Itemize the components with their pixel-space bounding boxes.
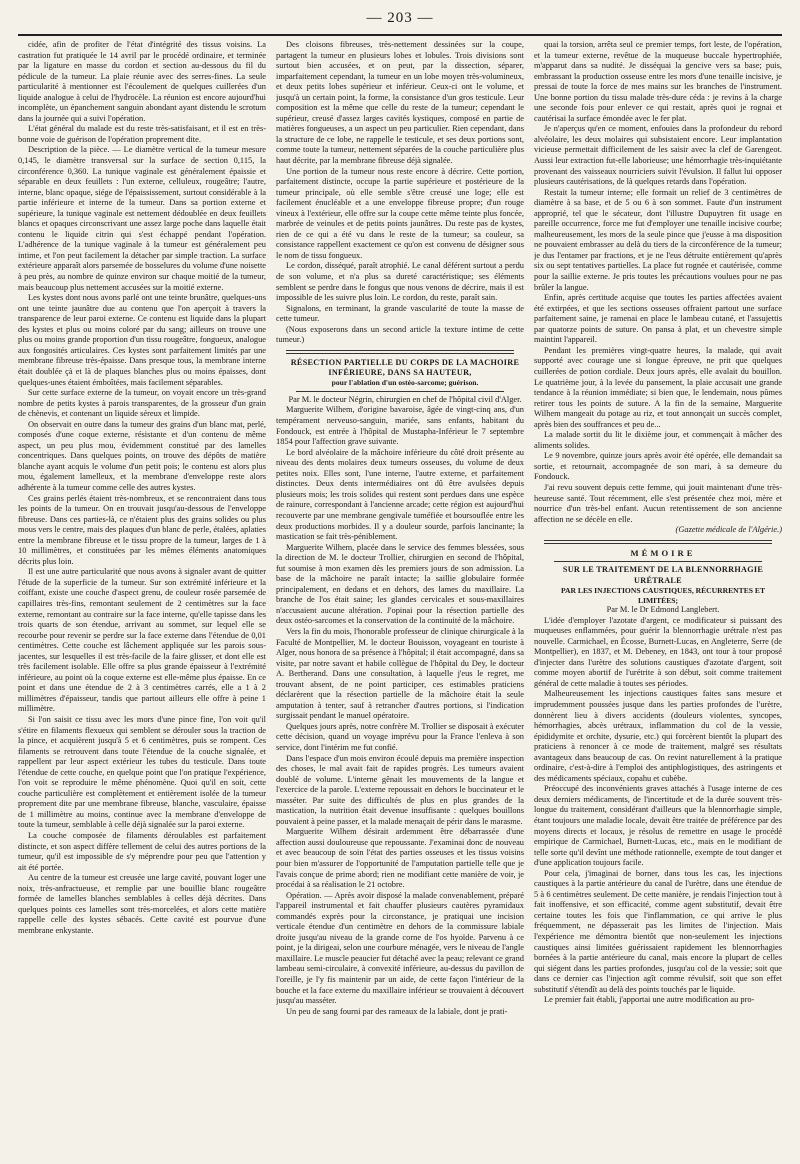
column-2 bbox=[276, 40, 524, 1164]
article-source: (Gazette médicale de l'Algérie.) bbox=[675, 525, 782, 535]
paragraph: Les kystes dont nous avons parlé ont une teinte brunâtre, quelques-uns ont une teinte jaunâtre due au contenu que l'on aperçoit à travers la transparence de leur paroi externe. Ce contenu est liquide dans la plupart des kystes et plus ou moins coloré par du sang; ailleurs on trouve une plus ou moins grande proportion d'un tissu rougeâtre, fongueux, analogue aux fongosités articulaires. Ces kystes sont parfaitement limités par une membrane fibreuse très-épaisse. Dans presque tous, la membrane interne était doublée çà et là de plaques blanches plus ou moins épaisses, dont quelques-unes étaient émboîtées, mais facilement séparables. bbox=[18, 293, 266, 387]
col2-continuation bbox=[276, 40, 524, 346]
paragraph: Opération. — Après avoir disposé la malade convenablement, préparé l'appareil instrumental et fait chauffer plusieurs cautères pyramidaux commandés exprès pour la circonstance, je pratiquai une incision verticale étendue d'un centimètre en dehors de la commissure labiale droite jusqu'au niveau de la grande corne de l'os hyoïde. Parvenu à ce point, je la dirigeai, selon une courbure ménagée, vers le niveau de l'angle maxillaire. Le muscle peaucier fut détaché avec la peau; relevant ce grand lambeau semi-circulaire, à convexité inférieure, au-dessus du pavillon de l'oreille, je l'y fis maintenir par un aide, de cette façon l'intérieur de la bouche et la face externe du maxillaire inférieur se trouvaient à découvert jusqu'au masséter. bbox=[276, 890, 524, 1006]
article-title: RÉSECTION PARTIELLE DU CORPS DE LA MACHOIRE INFÉRIEURE, DANS SA HAUTEUR, bbox=[290, 357, 520, 378]
article-subtitle: pour l'ablation d'un ostéo-sarcome; guérison. bbox=[331, 378, 479, 388]
column-3 bbox=[534, 40, 782, 1164]
column-1 bbox=[18, 40, 266, 1164]
memoire-heading: SUR LE TRAITEMENT DE LA BLENNORRHAGIE URÉTRALE bbox=[562, 565, 764, 585]
paragraph: cidée, afin de profiter de l'état d'intégrité des tissus voisins. La castration fut pratiquée le 14 avril par le procédé ordinaire, et terminée par la ligature en masse du cordon et section au-dessous du fil du pédicule de la tumeur. La plaie réunie avec des serres-fines. La seule particularité à mentionner est l'écoulement de quelques cuillerées d'un liquide analogue à celui de l'hydrocèle. La réunion est encore aujourd'hui incomplète, un épanchement sanguin abondant ayant distendu le scrotum dans la journée qui a suivi l'opération. bbox=[18, 40, 266, 123]
paragraph: La couche composée de filaments déroulables est parfaitement distincte, et son aspect diffère tellement de celui des autres portions de la tumeur, qu'il est impossible de s'y méprendre pour peu que l'attention y ait été portée. bbox=[18, 831, 266, 872]
page-number: — 203 — bbox=[366, 10, 434, 26]
paragraph: Signalons, en terminant, la grande vascularité de toute la masse de cette tumeur. bbox=[276, 303, 524, 324]
paragraph: quai la torsion, arrêta seul ce premier temps, fort leste, de l'opération, et la tumeur externe, revêtue de la muqueuse buccale hypertrophiée, m'apparut dans sa nudité. Je disséquai la gencive vers sa base; puis, embrassant la production osseuse entre les mors d'une tenaille incisive, je pressai de toute la force de mes mains sur les branches de l'instrument. Une bonne portion du tissu malade très-dure céda : je revins à la charge une seconde fois pour enlever ce qui restait, après quoi je rognai et cautérisai la surface émondée avec le fer plat. bbox=[534, 40, 782, 123]
paragraph: Restait la tumeur interne; elle formait un relief de 3 centimètres de diamètre à sa base, et de 5 ou 6 à son sommet. Faute d'un instrument approprié, tel que le sécateur, dont l'illustre Dupuytren fit usage en pareille occurrence, force me fut d'employer une tenaille incisive courbe; malheureusement, les mors de la seule pince que j'eusse à ma disposition ne pouvaient embrasser au delà du tiers de la circonférence de la tumeur; je dus l'entamer par fractions, et je ne l'eus détruite entièrement qu'après six ou sept tentatives partielles. La place fut rognée et cautérisée, comme pour la saillie externe. Je pris toutes les précautions voulues pour ne pas brûler la langue. bbox=[534, 187, 782, 292]
paragraph: L'idée d'employer l'azotate d'argent, ce modificateur si puissant des muqueuses enflammées, pour guérir la blennorrhagie urétrale n'est pas nouvelle. Carmichael, en Écosse, Burnett-Lucas, en Angleterre, Serre (de Montpellier), en 1837, et M. Debeney, en 1843, ont tour à tour proposé d'injecter dans l'urètre des solutions caustiques d'azotate d'argent, soit comme moyen abortif de l'urétrite à son début, soit comme traitement général de cette maladie à toutes ses périodes. bbox=[534, 615, 782, 688]
paragraph: Enfin, après certitude acquise que toutes les parties affectées avaient été extirpées, et que les sections osseuses offraient partout une surface parfaitement saine, je ramenai en place le lambeau cutané, et l'assujettis par quatorze points de suture. On pansa à plat, et un chevestre simple maintint l'appareil. bbox=[534, 293, 782, 345]
memoire-title: MÉMOIRE bbox=[630, 547, 696, 558]
article-title-rule bbox=[296, 391, 504, 392]
header-rule bbox=[18, 34, 782, 36]
paragraph: Un peu de sang fourni par des rameaux de la labiale, dont je prati- bbox=[286, 1006, 508, 1016]
paragraph: Marguerite Wilhem désirait ardemment être débarrassée d'une affection aussi douloureuse que repoussante. J'examinai donc de nouveau et avec beaucoup de soin l'état des parties osseuses et les tissus voisins pour bien m'assurer de l'opportunité de l'amputation partielle telle que je l'avais conçue de prime abord; rien ne modifiant cette manière de voir, je procédai à sa réalisation le 21 octobre. bbox=[276, 827, 524, 890]
memoire-body bbox=[534, 616, 782, 1006]
section-divider bbox=[286, 350, 514, 354]
paragraph: Pendant les premières vingt-quatre heures, la malade, qui avait supporté avec courage une si longue épreuve, ne prit que quelques cuillerées de potion cordiale. Deux jours après, elle avalait du bouillon. Le quatrième jour, à la levée du pansement, la plaie accusait une grande tendance à la réunion immédiate; si bien que, le lendemain, nous pûmes retirer tous les points de suture. A la fin de la semaine, Marguerite Wilhem mangeait du potage au riz, et tout annonçait un succès complet, après bien des souffrances et peu de... bbox=[534, 345, 782, 429]
memoire-rule bbox=[554, 561, 762, 562]
paragraph: Malheureusement les injections caustiques faites sans mesure et imprudemment poussées jusque dans les parties profondes de l'urètre, donnèrent lieu à divers accidents (douleurs violentes, syncopes, hémorrhagies, abcès urétraux, inflammation du col de la vessie, épididymite et orchite, dysurie, etc.) qui forcèrent bientôt la plupart des praticiens à renoncer à ce mode de traitement, malgré ses résultats avantageux dans beaucoup de cas. On revint naturellement à la pratique ordinaire, c'est-à-dire à l'emploi des antiphlogistiques, des astringents et des médicaments spéciaux, copahu et cubèbe. bbox=[534, 689, 782, 783]
paragraph: Si l'on saisit ce tissu avec les mors d'une pince fine, l'on voit qu'il s'étire en filaments flexueux qui semblent se dérouler sous la traction de la pince, et acquièrent jusqu'à 5 et 6 centimètres, puis se rompent. Ces filaments se retrouvent dans toute l'étendue de la couche signalée, et rappellent par leur aspect extérieur les tubes du testicule. Dans toute l'étendue de cette couche, en quelque point que l'on pratique l'expérience, l'on voit se reproduire le même phénomène. Quoi qu'il en soit, cette couche particulière est complètement et entièrement isolée de la tumeur proprement dite par une membrane fibreuse, blanche, vasculaire, épaisse de 1 millimètre au moins, continue avec la membrane d'enveloppe de toute la tumeur, semblable à celle déjà signalée sur la paroi externe. bbox=[18, 715, 266, 830]
paragraph: Sur cette surface externe de la tumeur, on voyait encore un très-grand nombre de petits kystes à parois transparentes, de la grosseur d'un grain de chènevis, et contenant un liquide séreux et limpide. bbox=[18, 388, 266, 419]
article-author: Par M. le docteur Négrin, chirurgien en chef de l'hôpital civil d'Alger. bbox=[288, 394, 522, 404]
col3-continuation bbox=[534, 40, 782, 525]
section-divider-2 bbox=[544, 540, 772, 544]
memoire-subheading: PAR LES INJECTIONS CAUSTIQUES, RÉCURRENTES ET LIMITÉES; bbox=[560, 586, 766, 605]
paragraph: Le premier fait établi, j'apportai une autre modification au pro- bbox=[544, 995, 755, 1005]
memoire-author: Par M. le Dr Edmond Langlebert. bbox=[606, 605, 720, 615]
paragraph: Le 9 novembre, quinze jours après avoir été opérée, elle demandait sa sortie, et retournait, accompagnée de son mari, à sa demeure du Fondouck. bbox=[534, 451, 782, 482]
paragraph: Ces grains perlés étaient très-nombreux, et se rencontraient dans tous les points de la tumeur. On en trouvait jusqu'au-dessous de l'enveloppe fibreuse. Dans ces parties-là, ce n'étaient plus des grains solides ou plus mous vers le centre, mais des plaques d'un blanc de perle, étalées, aplaties entre la membrane fibreuse et le tissu propre de la tumeur, larges de 1 à 10 millimètres, et constituées par les mêmes éléments anatomiques décrits plus loin. bbox=[18, 493, 266, 566]
paragraph: Marguerite Wilhem, placée dans le service des femmes blessées, sous la direction de M. le docteur Trollier, chirurgien en second de l'hôpital, fut soumise à mon examen dès les premiers jours de son admission. La base de la mâchoire ne paraît intacte; la saillie globulaire formée principalement, en dedans et en dehors, des lames du maxillaire. La branche de l'os était saine; les glandes cervicales et sous-maxillaires n'accusaient aucune altération. J'opinai pour la résection partielle des deux ostéo-sarcomes et la conservation de la continuité de la mâchoire. bbox=[276, 542, 524, 626]
paragraph: Il est une autre particularité que nous avons à signaler avant de quitter l'étude de la superficie de la tumeur. Sur son extrémité inférieure et la coiffant, existe une couche d'aspect grenu, de couleur rosée parsemée de capillaires très-fins, remontant seulement de 2 centimètres sur la face externe, remontant au contraire sur la face interne, qu'elle tapisse dans les trois quarts de son étendue, arrivant au sommet, sur lequel elle se recourbe pour revenir se perdre sur la face externe dans l'étendue de 0,01 centimètres. Cette couche est lâchement appliquée sur les parois sous-jacentes, sur lesquelles il est très-facile de la faire glisser, et dont elle est très facilement isolable. Elle offre sa plus grande épaisseur à l'extrémité inférieure, au point où la coque externe est elle-même plus épaisse. En ce point et dans une étendue de 2 à 3 centimètres carrés, elle a 1 à 2 millimètres d'épaisseur, tandis que partout ailleurs elle offre à peine 1 millimètre. bbox=[18, 567, 266, 714]
paragraph: Pour cela, j'imaginai de borner, dans tous les cas, les injections caustiques à la partie antérieure du canal de l'urètre, dans une étendue de 5 à 6 centimètres seulement. De cette manière, je rendais l'injection tout à fait inoffensive, et son efficacité, comme agent substitutif, devait être certaine toutes les fois que l'inflammation, ce qui arrive le plus fréquemment, ne dépasserait pas les limites de l'injection. Mais l'expérience me démontra bientôt que non-seulement les injections caustiques ainsi limitées guérissaient rapidement les blennorrhagies bornées à la partie antérieure du canal, mais encore la plupart de celles qui siégent dans les parties profondes, jusqu'au col de la vessie; soit que dans ce dernier cas l'injection agît comme révulsif, soit que son effet substitutif s'étendît au delà des points touchés par le liquide. bbox=[534, 868, 782, 994]
paragraph: Au centre de la tumeur est creusée une large cavité, pouvant loger une noix, très-anfractueuse, et remplie par une bouillie blanc rougeâtre formée de lamelles blanches semblables à celles déjà décrites. Dans quelques points ces lamelles sont très-morcelées, et alors cette matière rappelle celle des kystes sébacés. Cette cavité est pourvue d'une membrane enkystante. bbox=[18, 873, 266, 935]
article-body bbox=[276, 405, 524, 1017]
paragraph: On observait en outre dans la tumeur des grains d'un blanc mat, perlé, composés d'une coque externe, résistante et d'un contenu de même aspect, un peu plus mou, évidemment constitué par des lamelles concentriques. Dans quelques points, on trouve des dépôts de matière blanche ayant acquis le volume d'un petit pois; le contenu est alors plus mou, également lamelleux, et la membrane d'enveloppe reste alors adhérente à la tumeur comme celle des autres kystes. bbox=[18, 419, 266, 492]
paragraph: J'ai revu souvent depuis cette femme, qui jouit maintenant d'une très-heureuse santé. Tout récemment, elle s'est présentée chez moi, mère et nourrice d'un très-bel enfant. Aucun retentissement de son ancienne affection ne se décèle en elle. bbox=[534, 482, 782, 524]
paragraph: (Nous exposerons dans un second article la texture intime de cette tumeur.) bbox=[276, 324, 524, 345]
paragraph: Dans l'espace d'un mois environ écoulé depuis ma première inspection des choses, le mal avait fait de rapides progrès. Les tumeurs avaient doublé de volume. L'interne gênait les mouvements de la langue et l'exercice de la parole. L'externe repoussait en dehors le buccinateur et le masséter. Par suite des difficultés de plus en plus grandes de la mastication, la nutrition était devenue insuffisante : quelques bouillons pouvaient à peine passer, et la malade menaçait de périr dans le marasme. bbox=[276, 753, 524, 826]
paragraph: Préoccupé des inconvénients graves attachés à l'usage interne de ces deux derniers médicaments, de l'incertitude et de la durée souvent très-longue du traitement, considérant d'ailleurs que la blennorrhagie simple, étant toujours une maladie locale, devait être traitée de préférence par des moyens directs et locaux, je résolus de remettre en usage le procédé empirique de Carmichael, Burnett-Lucas, etc., mais en le modifiant de telle sorte qu'il devînt une méthode rationnelle, exempte de tout danger et d'une application toujours facile. bbox=[534, 784, 782, 868]
paragraph: Description de la pièce. — Le diamètre vertical de la tumeur mesure 0,145, le diamètre transversal sur la surface de section 0,115, la circonférence 0,360. La tunique vaginale est généralement épaissie et séparable en deux feuillets : l'un externe, celluleux, rougeâtre; l'autre, interne, blanc opaque, siége de l'épaississement, surtout considérable à la partie inférieure et interne de la tumeur. Dans sa portion externe et supérieure, la tunique vaginale est nettement dédoublée en deux feuillets blancs et opaques circonscrivant une assez large poche dans laquelle était contenu le liquide citrin qui s'est échappé pendant l'opération. L'adhérence de la tunique vaginale à la tumeur est généralement peu intime, et l'on peut facilement la détacher par simple traction. La surface extérieure apparaît alors parsemée de bosselures du volume d'une noisette à peu près, au nombre de quinze environ sur chaque moitié de la tumeur, mais beaucoup plus nettement accusées sur la moitié externe. bbox=[18, 145, 266, 292]
paragraph: L'état général du malade est du reste très-satisfaisant, et il est en très-bonne voie de guérison de l'opération proprement dite. bbox=[18, 124, 266, 144]
paragraph: La malade sortit du lit le dixième jour, et commençait à mâcher des aliments solides. bbox=[534, 430, 782, 450]
paragraph: Vers la fin du mois, l'honorable professeur de clinique chirurgicale à la Faculté de Montpellier, M. le docteur Bouisson, voyageant en touriste à Alger, nous honora de sa présence à l'hôpital; il était accompagné, dans sa visite, par notre savant et habile collègue de l'hôpital du Dey, le docteur A. Bertherand. Dans une consultation, à laquelle j'eus le regret, me trouvant absent, de ne point participer, ces estimables praticiens déclarèrent que la résection partielle de la mâchoire était la seule amputation à tenter, sauf à retrancher d'autres portions, si l'indication surgissait pendant le manuel opératoire. bbox=[276, 626, 524, 721]
paragraph: Le cordon, disséqué, paraît atrophié. Le canal déférent surtout a perdu de son volume, et n'a plus sa dureté caractéristique; ses éléments semblent se perdre dans le fongus que nous venons de décrire, mais il est impossible de les suivre plus loin. Le cordon, du reste, paraît sain. bbox=[276, 261, 524, 303]
paragraph: Quelques jours après, notre confrère M. Trollier se disposait à exécuter cette décision, quand un voyage imprévu pour la France l'enleva à son service, dont l'intérim me fut confié. bbox=[276, 721, 524, 752]
paragraph: Marguerite Wilhem, d'origine bavaroise, âgée de vingt-cinq ans, d'un tempérament nerveuso-sanguin, mariée, sans enfants, habitant du Fondouck, est entrée à l'hôpital de Mustapha-Inférieur le 7 septembre 1854 pour l'affection grave suivante. bbox=[276, 405, 524, 447]
paragraph: Des cloisons fibreuses, très-nettement dessinées sur la coupe, partagent la tumeur en plusieurs lobes et lobules. Trois divisions sont surtout bien accusées, et on peut, par la dissection, séparer, imparfaitement cependant, la tumeur en un lobe moyen très-volumineux, et deux petits lobes supérieur et inférieur. Ceux-ci ont le volume, et jusqu'à un certain point, la forme, la consistance d'un gros testicule. Leur composition est la même que celle du reste de la tumeur; cependant le supérieur, creusé d'assez larges cavités kystiques, composé en partie de matières fongueuses, a un aspect un peu particulier. Rien cependant, dans la structure de ce lobe, ne rappelle le testicule, et ses deux portions sont, comme toute la tumeur, nettement séparées de la couche particulière plus haut décrite, par la membrane fibreuse déjà signalée. bbox=[276, 40, 524, 166]
columns bbox=[18, 40, 782, 1164]
paragraph: Le bord alvéolaire de la mâchoire inférieure du côté droit présente au niveau des dents molaires deux tumeurs osseuses, du volume de deux petites noix. Elles sont, l'une interne, l'autre externe, et parfaitement distinctes. Deux dents intermédiaires ont dû être avulsées depuis plusieurs mois; les trois solides qui restent sont perdues dans une espèce de rainure, correspondant à l'ancienne arcade; cette région est aujourd'hui recouverte par une membrane gengivale tuméfiée et boursouflée entre les deux productions morbides. Il y a douleur sourde, parfois lancinante; la mastication se fait très-péniblement. bbox=[276, 447, 524, 542]
paragraph: Une portion de la tumeur nous reste encore à décrire. Cette portion, parfaitement distincte, occupe la partie supérieure et postérieure de la tumeur principale, où elle semble s'être creusé une loge; elle est facilement énucléable et a une enveloppe fibreuse propre; d'un rouge vineux à l'extérieur, elle offre sur la coupe cette même teinte plus foncée, marbrée de veinules et de petits points jaunâtres. Du reste pas de kystes, rien de ce qui a été vu dans le reste de la tumeur; sa couleur, sa consistance rappellent exactement ce qu'on est convenu de désigner sous le nom de tissu fongueux. bbox=[276, 166, 524, 260]
paragraph: Je n'aperçus qu'en ce moment, enfouies dans la profondeur du rebord alvéolaire, les deux molaires qui subsistaient encore. Leur implantation vicieuse permettait difficilement de les saisir avec la clef de Garengeot. Aussi leur extraction fut-elle laborieuse; une hémorrhagie très-inquiétante provenant des vaisseaux nourriciers suivit l'évulsion. Il fallut lui opposer plusieurs cautérisations, de là quelques retards dans l'opération. bbox=[534, 124, 782, 187]
